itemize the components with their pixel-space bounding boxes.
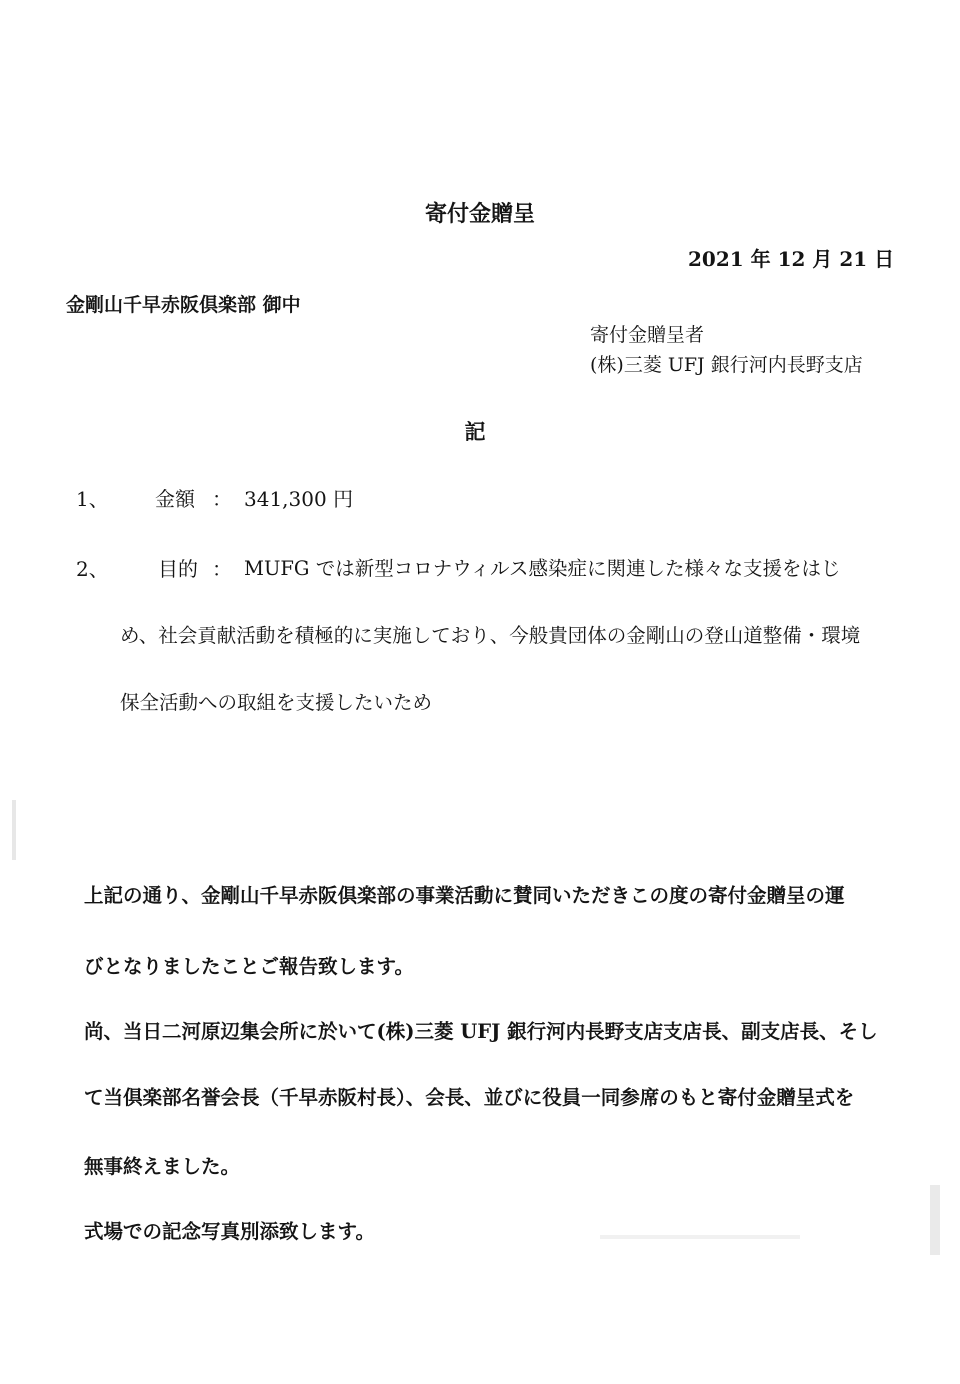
ki-heading: 記 xyxy=(464,419,486,444)
donor-label: 寄付金贈呈者 xyxy=(590,324,705,346)
item-2-purpose-line-1: MUFG では新型コロナウィルス感染症に関連した様々な支援をはじ xyxy=(244,557,841,580)
body-line-5: 無事終えました。 xyxy=(84,1155,241,1178)
item-1-label: 金額 xyxy=(155,487,195,511)
body-line-2: びとなりましたことご報告致します。 xyxy=(84,955,414,978)
document-date: 2021 年 12 月 21 日 xyxy=(688,247,895,271)
item-2-number: 2、 xyxy=(76,557,109,581)
body-line-6: 式場での記念写真別添致します。 xyxy=(84,1220,375,1243)
item-1-number: 1、 xyxy=(76,487,109,511)
item-2-label: 目的 xyxy=(158,557,198,581)
addressee: 金剛山千早赤阪倶楽部 御中 xyxy=(66,294,301,316)
item-2-purpose-line-3: 保全活動への取組を支援したいため xyxy=(120,691,433,714)
scan-speck xyxy=(600,1235,800,1239)
item-2-purpose-line-2: め、社会貢献活動を積極的に実施しており、今般貴団体の金剛山の登山道整備・環境 xyxy=(120,624,861,647)
body-line-1: 上記の通り、金剛山千早赤阪倶楽部の事業活動に賛同いただきこの度の寄付金贈呈の運 xyxy=(84,884,845,907)
scan-speck xyxy=(12,800,16,860)
donor-name: (株)三菱 UFJ 銀行河内長野支店 xyxy=(590,354,863,376)
item-1-colon: ： xyxy=(212,487,232,511)
document-title: 寄付金贈呈 xyxy=(424,201,535,227)
scan-speck xyxy=(930,1185,940,1255)
item-2-colon: ： xyxy=(212,557,232,581)
body-line-4: て当倶楽部名誉会長（千早赤阪村長）、会長、並びに役員一同参席のもと寄付金贈呈式を xyxy=(84,1086,855,1109)
item-1-amount: 341,300 円 xyxy=(244,487,354,511)
body-line-3: 尚、当日二河原辺集会所に於いて(株)三菱 UFJ 銀行河内長野支店支店長、副支店長、そし xyxy=(84,1020,878,1043)
